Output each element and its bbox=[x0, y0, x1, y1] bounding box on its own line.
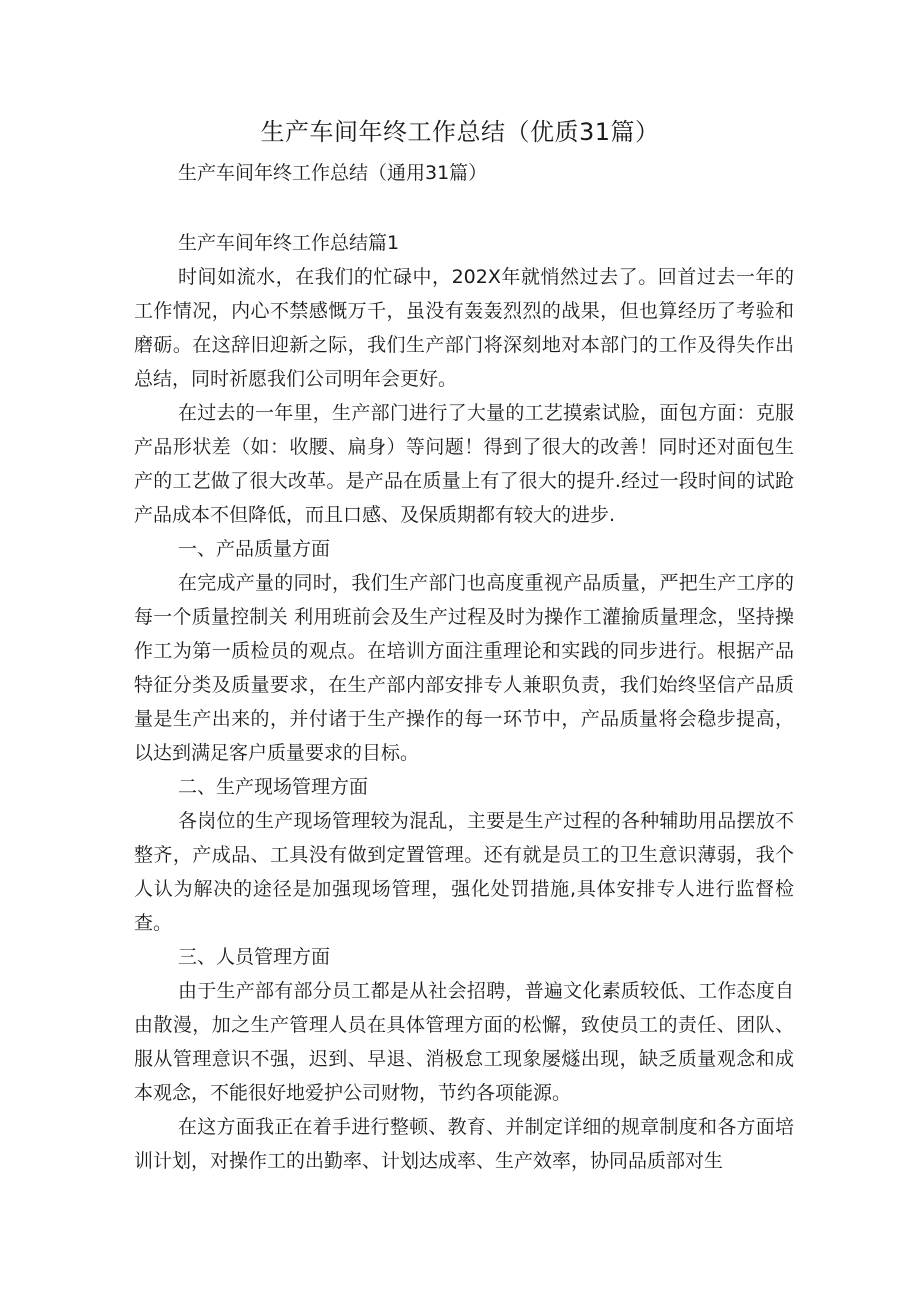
paragraph: 在完成产量的同时，我们生产部门也高度重视产品质量，严把生产工序的每一个质量控制关 利用班前会及生产过程及时为操作工灌揄质量理念，坚持操作工为第一质检员的观点。在培训方面注重理论和实践的同步进行。根据产品特征分类及质量要求，在生产部内部安排专人兼职负责，我们始终坚信产品质量是生产出来的，并付诸于生产操作的每一环节中，产品质量将会稳步提高，以达到满足客户质量要求的目标。 bbox=[134, 572, 794, 764]
paragraph: 由于生产部有部分员工都是从社会招聘，普遍文化素质较低、工作态度自由散漫，加之生产管理人员在具体管理方面的松懈，致使员工的责任、团队、服从管理意识不强，迟到、早退、消极怠工现象屡燧出现，缺乏质量观念和成本观念，不能很好地爱护公司财物，节约各项能源。 bbox=[134, 980, 794, 1104]
document-body bbox=[134, 226, 794, 1178]
section-heading: 三、人员管理方面 bbox=[178, 946, 331, 968]
paragraph: 各岗位的生产现场管理较为混乱，主要是生产过程的各种辅助用品摆放不整齐，产成品、工具没有做到定置管理。还有就是员工的卫生意识薄弱，我个人认为解决的途径是加强现场管理，强化处罚措施,具体安排专人进行监督检查。 bbox=[134, 810, 794, 934]
section-heading: 二、生产现场管理方面 bbox=[178, 776, 369, 798]
section-heading: 一、产品质量方面 bbox=[178, 538, 331, 560]
paragraph: 在这方面我正在着手进行整顿、教育、并制定详细的规章制度和各方面培训计划，对操作工的出勤率、计划达成率、生产效率，协同品质部对生 bbox=[134, 1116, 794, 1172]
paragraph: 在过去的一年里，生产部门进行了大量的工艺摸索试脸，面包方面：克服产品形状差（如：收腰、扁身）等问题！得到了很大的改善！同时还对面包生产的工艺做了很大改革。是产品在质量上有了很大的提升.经过一段时间的试跄产品成本不但降低，而且口感、及保质期都有较大的进步. bbox=[134, 402, 794, 526]
document-subtitle: 生产车间年终工作总结（通用31篇） bbox=[178, 162, 488, 184]
document-title: 生产车间年终工作总结（优质31篇） bbox=[260, 118, 660, 146]
section-heading: 生产车间年终工作总结篇1 bbox=[178, 232, 400, 254]
paragraph: 时间如流水，在我们的忙碌中，202X年就悄然过去了。回首过去一年的工作情况，内心不禁感慨万千，虽没有轰轰烈烈的战果，但也算经历了考验和磨砺。在这辞旧迎新之际，我们生产部门将深刻地对本部门的工作及得失作出总结，同时祈愿我们公司明年会更好。 bbox=[134, 266, 794, 390]
